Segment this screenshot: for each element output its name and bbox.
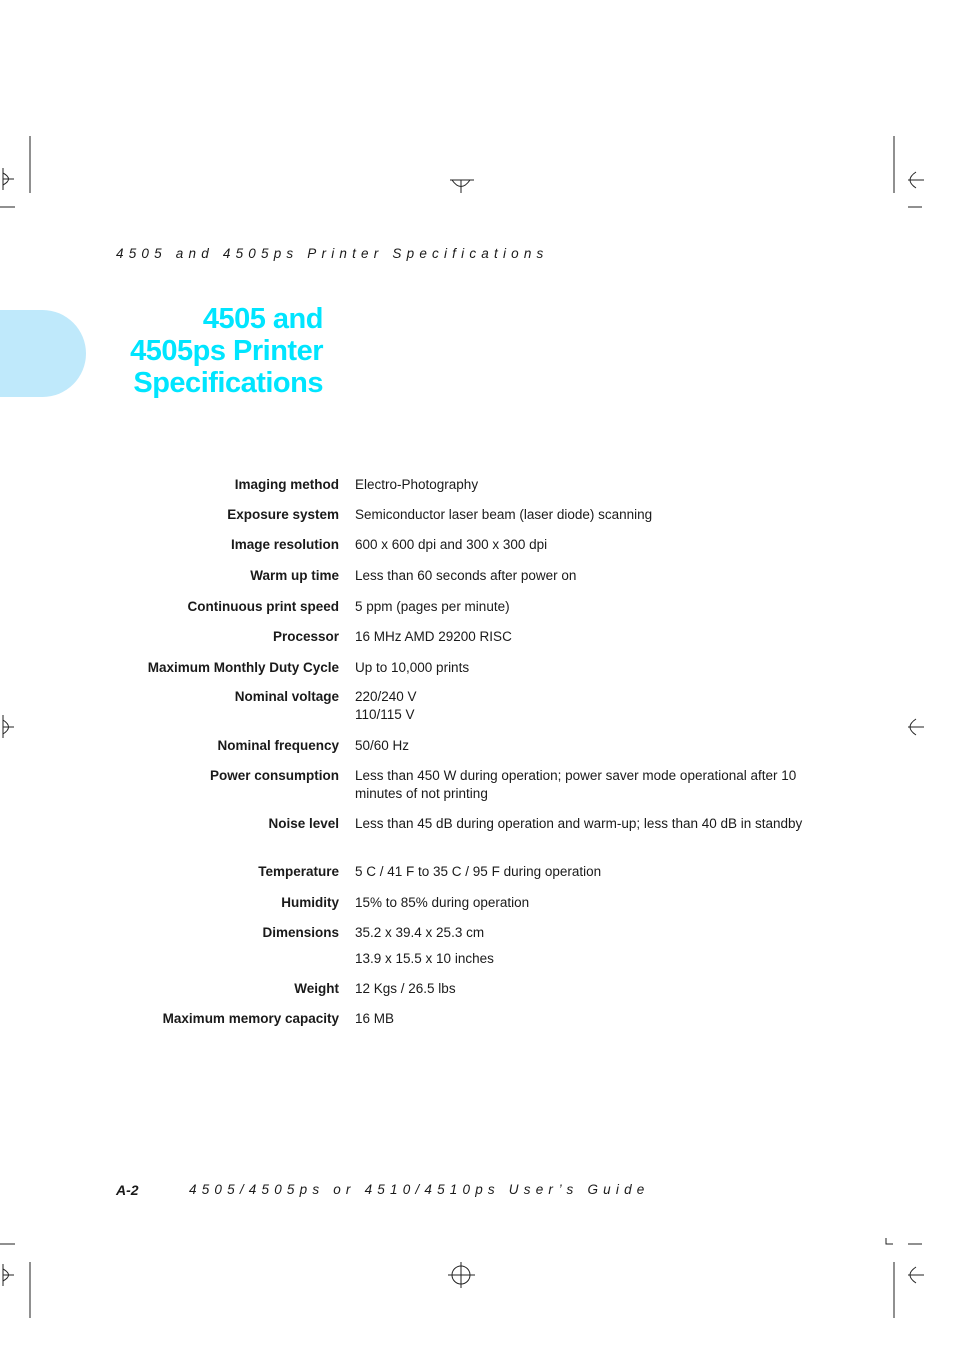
page-number: A-2 — [116, 1182, 139, 1198]
spec-value: 16 MB — [355, 1011, 395, 1026]
spec-label: Dimensions — [262, 925, 339, 940]
spec-value: Semiconductor laser beam (laser diode) scanning — [355, 507, 653, 522]
spec-value: Less than 60 seconds after power on — [355, 568, 577, 583]
section-title-line: 4505 and — [202, 303, 323, 335]
running-header: 4505 and 4505ps Printer Specifications — [116, 246, 549, 261]
spec-label: Noise level — [268, 816, 339, 831]
spec-value: Less than 45 dB during operation and warm-up; less than 40 dB in standby — [355, 816, 803, 831]
spec-value: 5 ppm (pages per minute) — [355, 599, 510, 614]
spec-value: 16 MHz AMD 29200 RISC — [355, 629, 512, 644]
spec-value: 50/60 Hz — [355, 738, 410, 753]
spec-label: Continuous print speed — [187, 599, 339, 614]
spec-value: 220/240 V 110/115 V — [355, 689, 417, 722]
spec-value: 600 x 600 dpi and 300 x 300 dpi — [355, 537, 548, 552]
spec-value: 15% to 85% during operation — [355, 895, 530, 910]
spec-label: Weight — [294, 981, 339, 996]
spec-label: Warm up time — [250, 568, 339, 583]
spec-value: Up to 10,000 prints — [355, 660, 470, 675]
spec-label: Maximum memory capacity — [162, 1011, 339, 1026]
spec-label: Image resolution — [230, 537, 339, 552]
spec-label: Temperature — [258, 864, 339, 879]
spec-label: Power consumption — [209, 768, 339, 783]
spec-value: Electro-Photography — [355, 477, 479, 492]
spec-value: 35.2 x 39.4 x 25.3 cm 13.9 x 15.5 x 10 inches — [355, 925, 494, 966]
chapter-tab — [0, 310, 86, 397]
footer-book-title: 4505/4505ps or 4510/4510ps User’s Guide — [189, 1182, 650, 1197]
section-title-line: Specifications — [133, 367, 323, 399]
section-title-line: 4505ps Printer — [130, 335, 323, 367]
spec-value: Less than 450 W during operation; power saver mode operational after 10 minutes of not printing — [355, 768, 797, 801]
spec-value: 12 Kgs / 26.5 lbs — [355, 981, 456, 996]
spec-label: Nominal frequency — [217, 738, 339, 753]
spec-value: 5 C / 41 F to 35 C / 95 F during operation — [355, 864, 602, 879]
spec-label: Processor — [272, 629, 339, 644]
section-title — [130, 303, 323, 399]
spec-label: Nominal voltage — [234, 689, 339, 704]
spec-label: Humidity — [281, 895, 339, 910]
spec-label: Maximum Monthly Duty Cycle — [147, 660, 339, 675]
spec-label: Exposure system — [227, 507, 339, 522]
spec-label: Imaging method — [234, 477, 339, 492]
